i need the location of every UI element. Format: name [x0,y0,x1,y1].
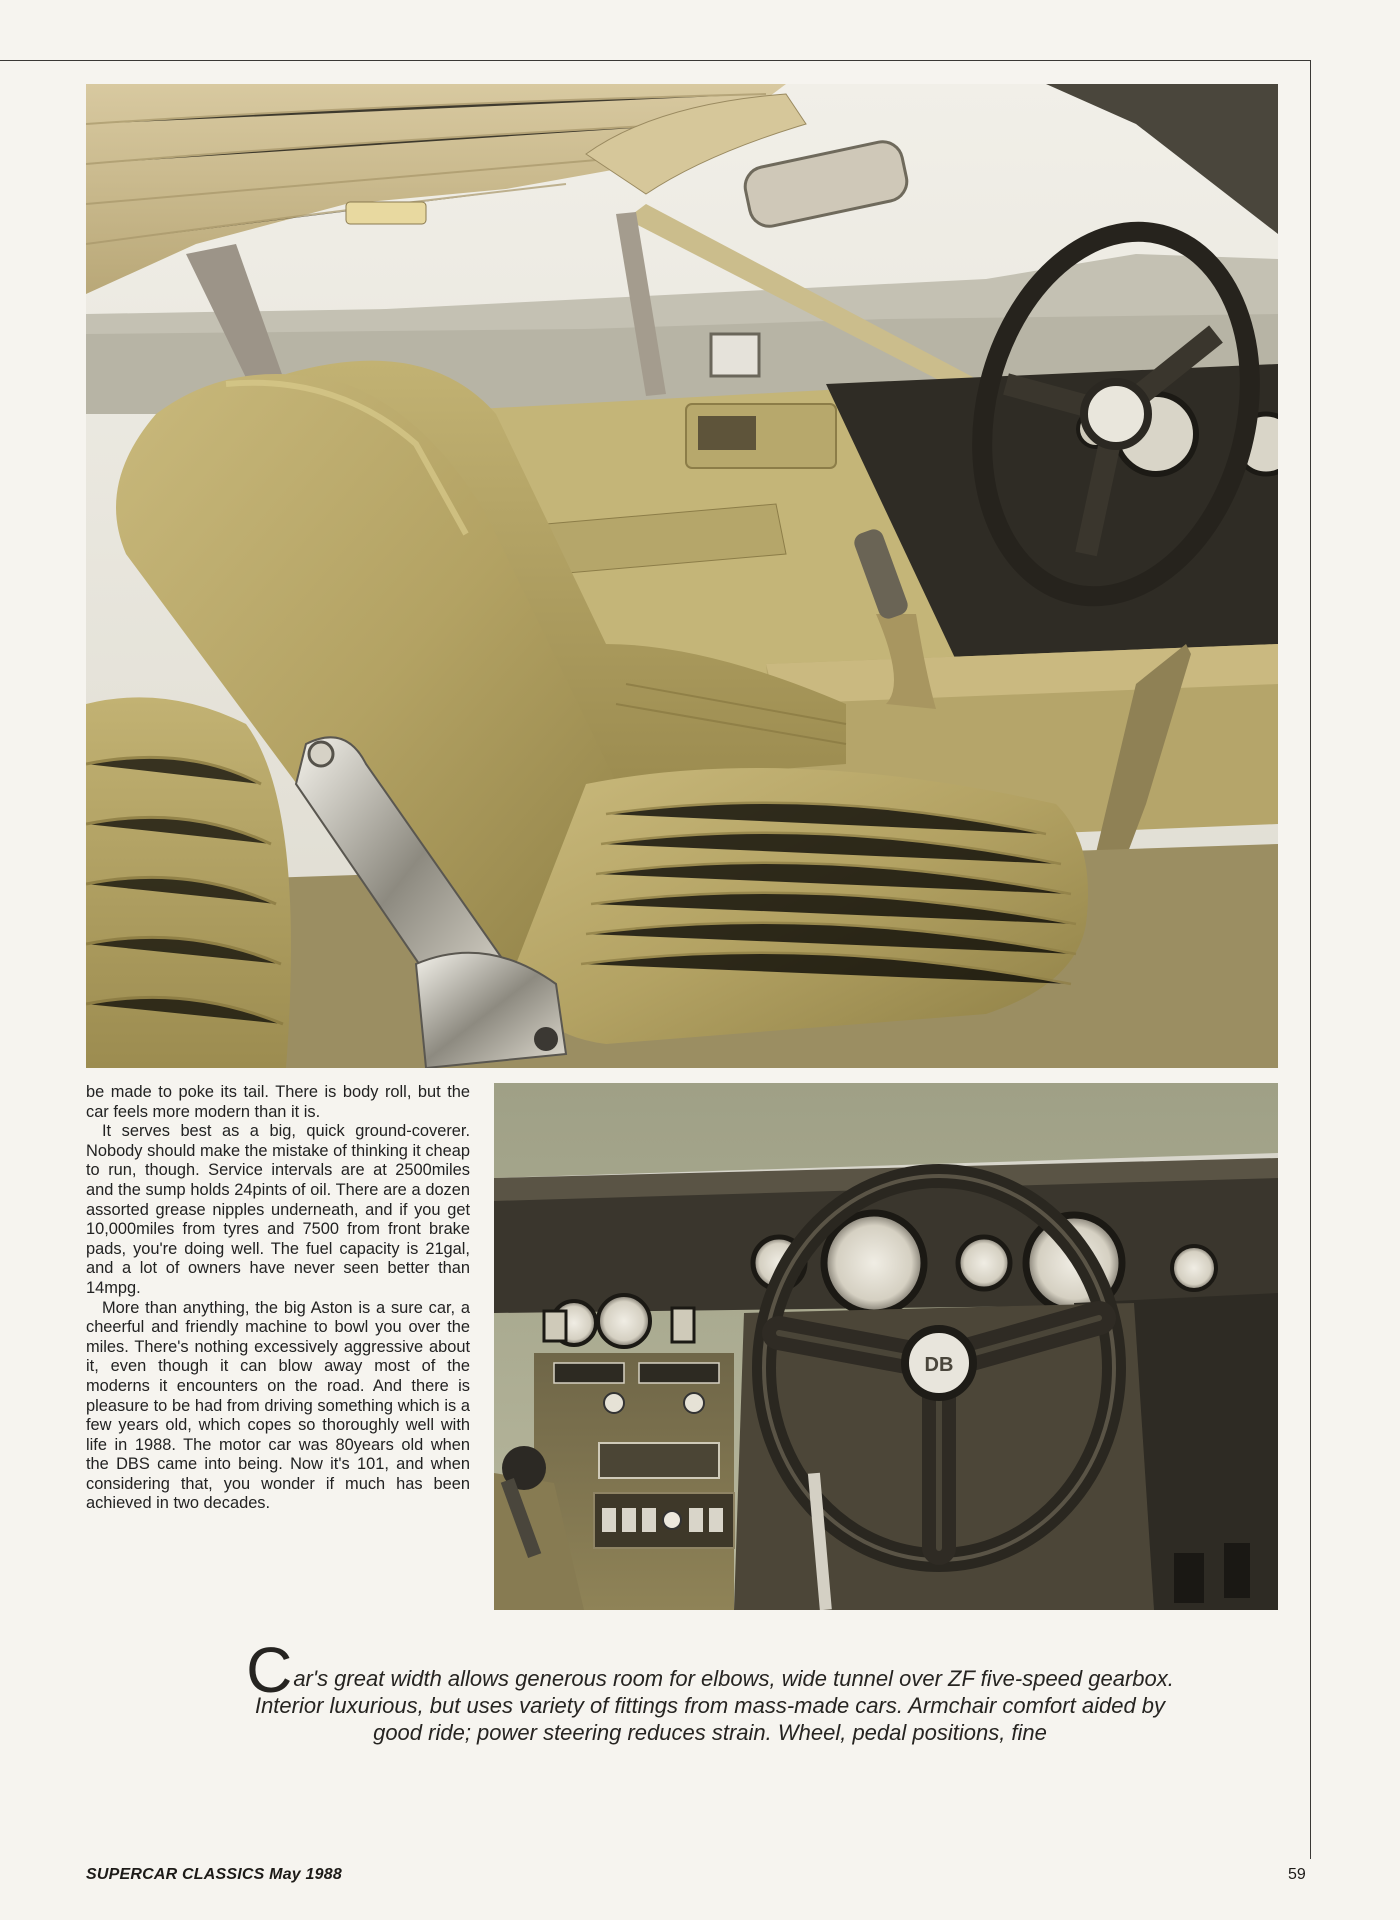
article-paragraph: More than anything, the big Aston is a sure car, a cheerful and friendly machine to bowl you over the miles. There's nothing excessively aggressive about it, even though it can blow away most of the moderns it encounters on the road. And there is pleasure to be had from driving something which is a few years old, which copes so thoroughly well with life in 1988. The motor car was 80years old when the DBS came into being. Now it's 101, and when considering that, you wonder if much has been achieved in two decades. [86,1298,470,1513]
photo-caption [230,1634,1190,1746]
page-number: 59 [1288,1866,1306,1883]
article-body [86,1083,470,1514]
caption-dropcap: C [246,1634,293,1706]
dashboard-photo-illustration [494,1083,1278,1610]
interior-photo [86,84,1278,1068]
interior-photo-illustration [86,84,1278,1068]
dashboard-photo [494,1083,1278,1610]
caption-text: ar's great width allows generous room for elbows, wide tunnel over ZF five-speed gearbox. Interior luxurious, but uses variety of fittings from mass-made cars. Armchair comfort aided by good ride; power steering reduces strain. Wheel, pedal positions, fine [254,1666,1174,1745]
article-paragraph: be made to poke its tail. There is body roll, but the car feels more modern than it is. [86,1083,470,1121]
article-paragraph: It serves best as a big, quick ground-coverer. Nobody should make the mistake of thinking it cheap to run, though. Service intervals are at 2500miles and the sump holds 24pints of oil. There are a dozen assorted grease nipples underneath, and if you get 10,000miles from tyres and 7500 from front brake pads, you're doing well. The fuel capacity is 21gal, and a lot of owners have never seen better than 14mpg. [86,1122,470,1297]
steering-badge-text: DB [924,1354,954,1376]
footer-publication: SUPERCAR CLASSICS May 1988 [86,1866,342,1883]
